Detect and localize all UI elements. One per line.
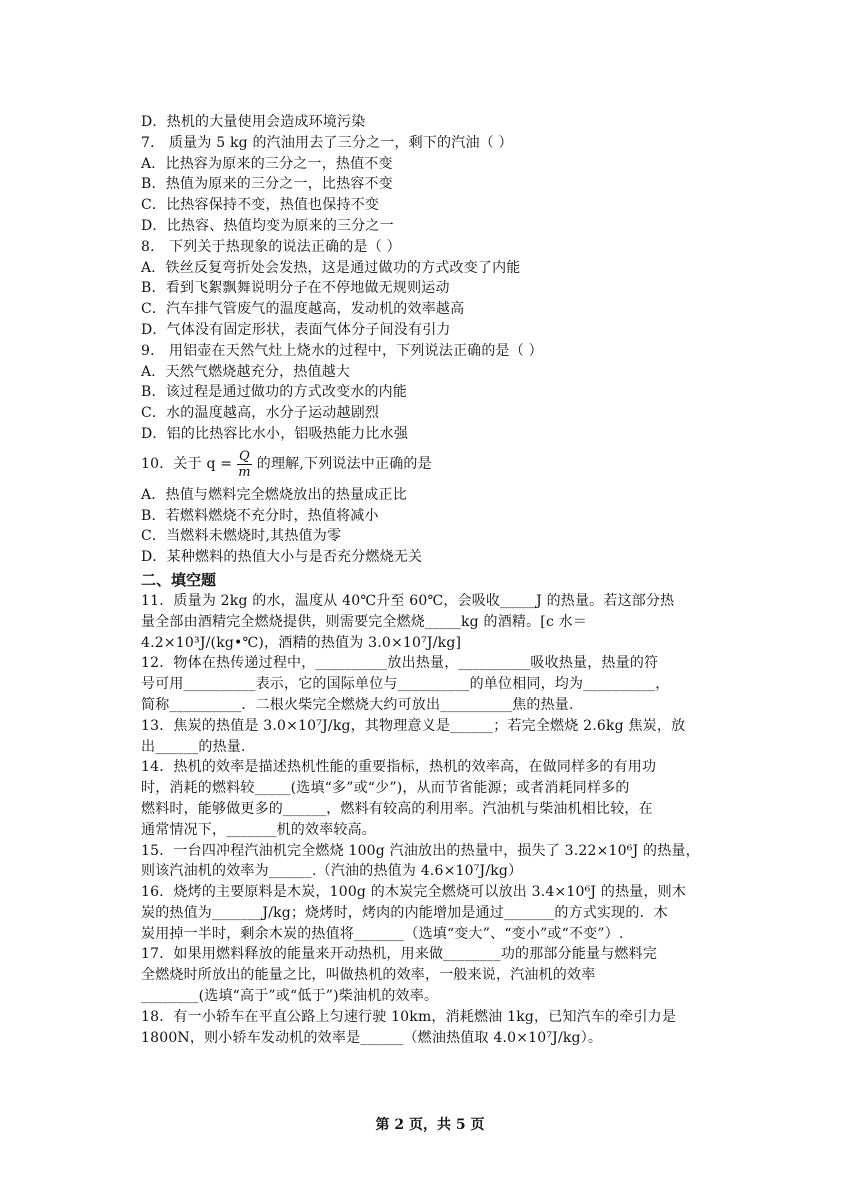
- q12-line-1: 12．物体在热传递过程中，__________放出热量，__________吸收热量，热量的符: [141, 655, 659, 672]
- q8-option-c: C．汽车排气管废气的温度越高，发动机的效率越高: [141, 301, 465, 318]
- q8-option-a: A．铁丝反复弯折处会发热，这是通过做功的方式改变了内能: [141, 259, 521, 276]
- question-11: [141, 591, 726, 653]
- q13-line-1: 13．焦炭的热值是 3.0×10⁷J/kg，其物理意义是______；若完全燃烧 2.6kg 焦炭，放: [141, 717, 686, 734]
- q10-denominator: m: [238, 465, 251, 481]
- q9-option-d: D．铝的比热容比水小，铝吸热能力比水强: [141, 425, 409, 442]
- q14-line-2: 时，消耗的燃料较_____(选填“多”或“少”)，从而节省能源；或者消耗同样多的: [141, 780, 630, 797]
- q7-stem: 7． 质量为 5 kg 的汽油用去了三分之一，剩下的汽油（ ）: [141, 134, 513, 151]
- q10-suffix: 的理解,下列说法中正确的是: [256, 456, 432, 473]
- q10-option-a: A．热值与燃料完全燃烧放出的热量成正比: [141, 486, 407, 503]
- page-footer-number: 第 2 页，共 5 页: [375, 1117, 485, 1133]
- q7-option-d: D．比热容、热值均变为原来的三分之一: [141, 217, 394, 234]
- q8-option-d: D．气体没有固定形状，表面气体分子间没有引力: [141, 321, 451, 338]
- q18-line-1: 18．有一小轿车在平直公路上匀速行驶 10km，消耗燃油 1kg，已知汽车的牵引力是: [141, 1008, 677, 1025]
- q16-line-1: 16．烧烤的主要原料是木炭，100g 的木炭完全燃烧可以放出 3.4×10⁶J 的热量，则木: [141, 884, 687, 901]
- question-17: [141, 944, 726, 1006]
- q17-line-1: 17．如果用燃料释放的能量来开动热机，用来做________功的那部分能量与燃料完: [141, 946, 658, 963]
- q8-option-b: B．看到飞絮飘舞说明分子在不停地做无规则运动: [141, 280, 450, 297]
- question-9: [141, 341, 726, 445]
- q16-line-2: 炭的热值为_______J/kg；烧烤时，烤肉的内能增加是通过_______的方式实现的．木: [141, 904, 668, 921]
- q10-option-b: B．若燃料燃烧不充分时，热值将减小: [141, 507, 379, 524]
- q11-line-3: 4.2×10³J/(kg•℃)，酒精的热值为 3.0×10⁷J/kg]: [141, 634, 462, 651]
- q12-line-2: 号可用__________表示，它的国际单位与__________的单位相同，均为__________，: [141, 676, 670, 693]
- q9-stem: 9． 用铝壶在天然气灶上烧水的过程中，下列说法正确的是（ ）: [141, 342, 543, 359]
- q7-option-a: A．比热容为原来的三分之一，热值不变: [141, 155, 393, 172]
- question-14: [141, 757, 726, 840]
- q14-line-3: 燃料时，能够做更多的______，燃料有较高的利用率。汽油机与柴油机相比较，在: [141, 800, 653, 817]
- q18-line-2: 1800N，则小轿车发动机的效率是______（燃油热值取 4.0×10⁷J/kg）。: [141, 1029, 603, 1046]
- q7-option-b: B．热值为原来的三分之一，比热容不变: [141, 176, 393, 193]
- exam-page-body: [141, 112, 726, 1048]
- q11-line-1: 11．质量为 2kg 的水，温度从 40℃升至 60℃，会吸收_____J 的热量。若这部分热: [141, 592, 675, 609]
- q9-option-c: C．水的温度越高，水分子运动越剧烈: [141, 405, 380, 422]
- q17-line-3: ________(选填“高于”或“低于”)柴油机的效率。: [141, 988, 439, 1005]
- q8-stem: 8． 下列关于热现象的说法正确的是（ ）: [141, 238, 401, 255]
- q16-line-3: 炭用掉一半时，剩余木炭的热值将_______（选填“变大”、“变小”或“不变”）.: [141, 925, 624, 942]
- question-15: [141, 841, 726, 883]
- question-10: [141, 445, 726, 568]
- question-18: [141, 1007, 726, 1049]
- q15-line-2: 则该汽油机的效率为______.（汽油的热值为 4.6×10⁷J/kg）: [141, 863, 523, 880]
- q7-option-c: C．比热容保持不变，热值也保持不变: [141, 197, 380, 214]
- q6-option-d: D．热机的大量使用会造成环境污染: [141, 114, 366, 130]
- q9-option-a: A．天然气燃烧越充分，热值越大: [141, 363, 351, 380]
- q11-line-2: 量全部由酒精完全燃烧提供，则需要完全燃烧_____kg 的酒精。[c 水＝: [141, 613, 588, 630]
- q10-prefix: 10．关于 q =: [141, 456, 233, 473]
- question-7: [141, 133, 726, 237]
- q10-numerator: Q: [239, 449, 250, 465]
- question-8: [141, 237, 726, 341]
- q9-option-b: B．该过程是通过做功的方式改变水的内能: [141, 384, 408, 401]
- q14-line-1: 14．热机的效率是描述热机性能的重要指标，热机的效率高，在做同样多的有用功: [141, 759, 657, 776]
- q10-formula-fraction: [236, 449, 253, 480]
- question-12: [141, 653, 726, 715]
- section-title-fill-in: 二、填空题: [141, 570, 217, 589]
- q17-line-2: 全燃烧时所放出的能量之比，叫做热机的效率，一般来说，汽油机的效率: [141, 967, 596, 984]
- q10-option-d: D．某种燃料的热值大小与是否充分燃烧无关: [141, 549, 423, 566]
- q10-option-c: C．当燃料未燃烧时,其热值为零: [141, 528, 342, 545]
- q14-line-4: 通常情况下，_______机的效率较高。: [141, 821, 376, 838]
- question-16: [141, 882, 726, 944]
- question-13: [141, 716, 726, 758]
- q15-line-1: 15．一台四冲程汽油机完全燃烧 100g 汽油放出的热量中，损失了 3.22×10⁶J 的热量，: [141, 842, 700, 859]
- q12-line-3: 简称__________．二根火柴完全燃烧大约可放出__________焦的热量.: [141, 696, 574, 713]
- q10-stem: [141, 445, 726, 485]
- q13-line-2: 出______的热量.: [141, 738, 246, 755]
